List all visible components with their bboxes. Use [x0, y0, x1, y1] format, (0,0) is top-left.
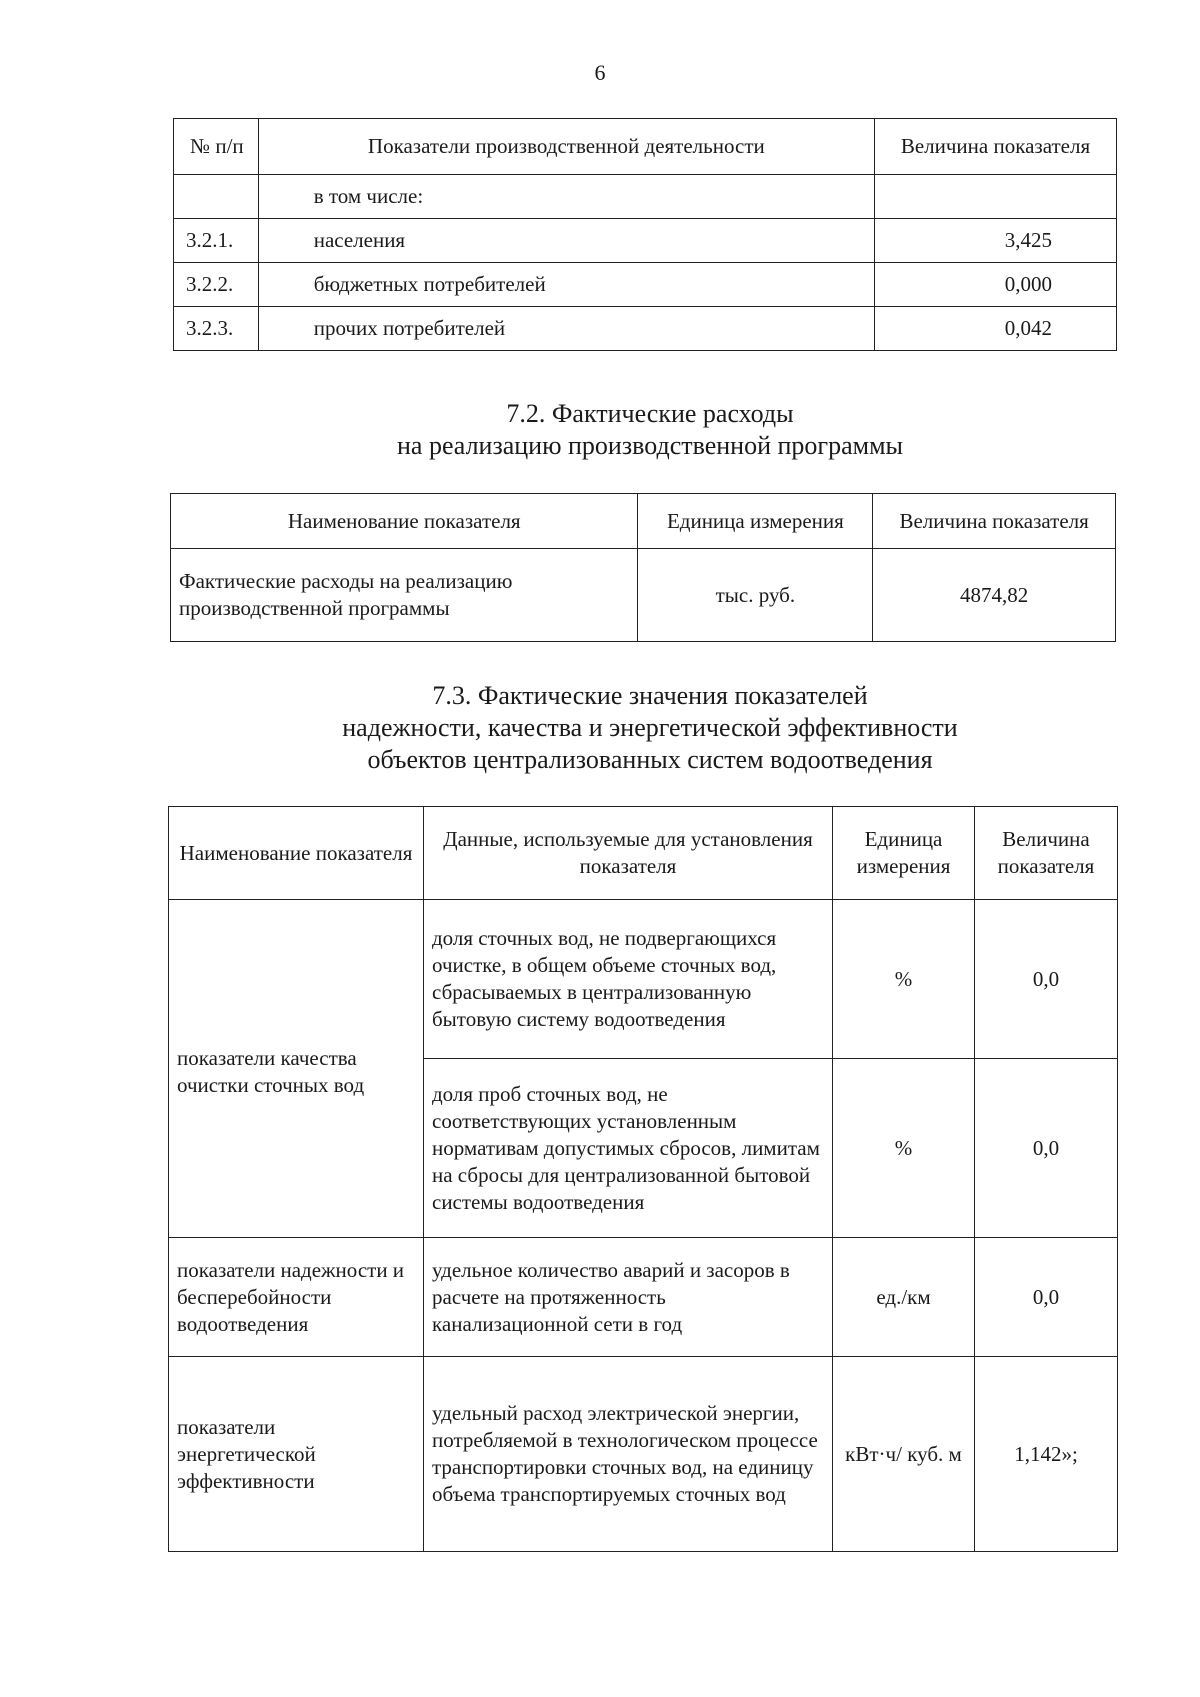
header-cell-unit: Единица измерения — [833, 807, 975, 900]
indicators-table — [168, 806, 1118, 1552]
row-number: 3.2.2. — [174, 263, 259, 307]
group-name: показатели надежности и бесперебойности водоотведения — [169, 1238, 424, 1357]
table-row — [174, 263, 1117, 307]
section-7-2-heading — [0, 398, 1200, 462]
table-header-row — [169, 807, 1118, 900]
row-name: прочих потребителей — [258, 307, 874, 351]
row-value: 0,042 — [874, 307, 1116, 351]
table-row — [169, 1238, 1118, 1357]
row-name: в том числе: — [258, 175, 874, 219]
table-row — [174, 219, 1117, 263]
table-row — [171, 549, 1116, 642]
table-header-row — [174, 119, 1117, 175]
row-unit: % — [833, 900, 975, 1059]
row-number — [174, 175, 259, 219]
row-value: 0,0 — [975, 1238, 1118, 1357]
header-cell-number: № п/п — [174, 119, 259, 175]
table-row — [174, 175, 1117, 219]
group-name: показатели качества очистки сточных вод — [169, 900, 424, 1238]
row-unit: кВт·ч/ куб. м — [833, 1357, 975, 1552]
group-name: показатели энергетической эффективности — [169, 1357, 424, 1552]
header-cell-value: Величина показателя — [874, 119, 1116, 175]
header-cell-value: Величина показателя — [873, 494, 1116, 549]
section-7-3-title-line1: 7.3. Фактические значения показателей — [432, 681, 868, 710]
header-cell-unit: Единица измерения — [638, 494, 873, 549]
production-activity-table — [173, 118, 1117, 351]
header-cell-indicator: Показатели производственной деятельности — [258, 119, 874, 175]
row-data: доля проб сточных вод, не соответствующих установленным нормативам допустимых сбросов, лимитам на сбросы для централизованной бытовой системы водоотведения — [424, 1059, 833, 1238]
row-value: 3,425 — [874, 219, 1116, 263]
table-row — [169, 900, 1118, 1059]
header-cell-name: Наименование показателя — [171, 494, 638, 549]
row-unit: тыс. руб. — [638, 549, 873, 642]
section-7-3-title-line2: надежности, качества и энергетической эффективности — [342, 713, 958, 742]
table-row — [174, 307, 1117, 351]
row-name: Фактические расходы на реализацию производственной программы — [171, 549, 638, 642]
row-unit: % — [833, 1059, 975, 1238]
row-value: 0,0 — [975, 900, 1118, 1059]
section-7-2-title-line2: на реализацию производственной программы — [396, 431, 903, 460]
row-name: бюджетных потребителей — [258, 263, 874, 307]
row-unit: ед./км — [833, 1238, 975, 1357]
table-row — [169, 1357, 1118, 1552]
row-number: 3.2.3. — [174, 307, 259, 351]
row-value: 4874,82 — [873, 549, 1116, 642]
section-7-3-title-line3: объектов централизованных систем водоотведения — [367, 745, 933, 774]
row-value: 0,000 — [874, 263, 1116, 307]
row-data: доля сточных вод, не подвергающихся очистке, в общем объеме сточных вод, сбрасываемых в централизованную бытовую систему водоотведения — [424, 900, 833, 1059]
row-data: удельное количество аварий и засоров в расчете на протяженность канализационной сети в год — [424, 1238, 833, 1357]
page-number: 6 — [594, 60, 606, 85]
row-number: 3.2.1. — [174, 219, 259, 263]
row-data: удельный расход электрической энергии, потребляемой в технологическом процессе транспортировки сточных вод, на единицу объема транспортируемых сточных вод — [424, 1357, 833, 1552]
header-cell-data: Данные, используемые для установления показателя — [424, 807, 833, 900]
row-value — [874, 175, 1116, 219]
header-cell-value: Величина показателя — [975, 807, 1118, 900]
section-7-2-title-line1: 7.2. Фактические расходы — [506, 399, 794, 428]
row-name: населения — [258, 219, 874, 263]
section-7-3-heading — [0, 680, 1200, 776]
table-header-row — [171, 494, 1116, 549]
row-value: 1,142»; — [975, 1357, 1118, 1552]
row-value: 0,0 — [975, 1059, 1118, 1238]
header-cell-name: Наименование показателя — [169, 807, 424, 900]
actual-expenses-table — [170, 493, 1116, 642]
